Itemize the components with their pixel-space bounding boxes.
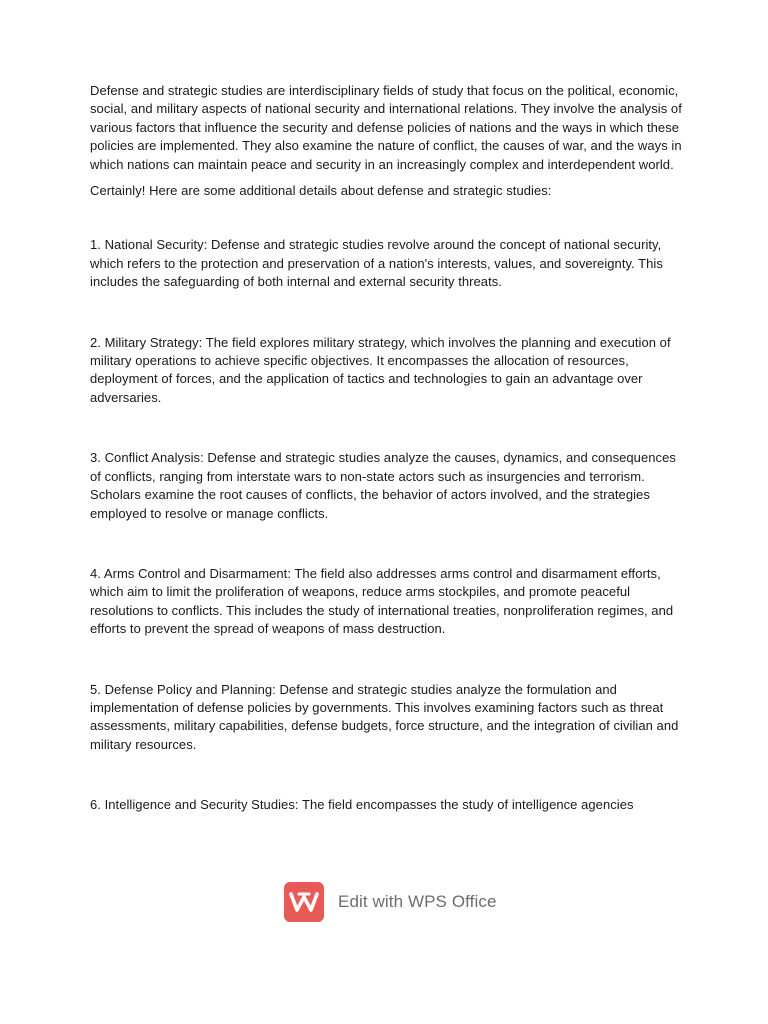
paragraph-national-security: 1. National Security: Defense and strategic studies revolve around the concept of national security, which refers to the protection and preservation of a nation's interests, values, and sovereignty. This includes the safeguarding of both internal and external security threats.: [90, 237, 663, 290]
edit-with-wps-label: Edit with WPS Office: [338, 892, 497, 911]
paragraph-defense-policy: 5. Defense Policy and Planning: Defense and strategic studies analyze the formulation and implementation of defense policies by governments. This involves examining factors such as threat assessments, military capabilities, defense budgets, force structure, and the integration of civilian and military resources.: [90, 681, 679, 752]
paragraph-military-strategy: 2. Military Strategy: The field explores military strategy, which involves the planning and execution of military operations to achieve specific objectives. It encompasses the allocation of resources, deployment of forces, and the application of tactics and technologies to gain an advantage over adversaries.: [90, 334, 671, 405]
paragraph-intelligence-studies: 6. Intelligence and Security Studies: The field encompasses the study of intelligence agencies: [90, 797, 634, 813]
document-body: [90, 82, 690, 815]
paragraph-intro: Defense and strategic studies are interdisciplinary fields of study that focus on the political, economic, social, and military aspects of national security and international relations. They involve the analysis of various factors that influence the security and defense policies of nations and the ways in which these policies are implemented. They also examine the nature of conflict, the causes of war, and the ways in which nations can maintain peace and security in an increasingly complex and interdependent world.: [90, 83, 682, 172]
paragraph-lead-in: Certainly! Here are some additional details about defense and strategic studies:: [90, 183, 552, 199]
paragraph-arms-control: 4. Arms Control and Disarmament: The field also addresses arms control and disarmament efforts, which aim to limit the proliferation of weapons, reduce arms stockpiles, and promote peaceful resolutions to conflicts. This includes the study of international treaties, nonproliferation regimes, and efforts to prevent the spread of weapons of mass destruction.: [90, 565, 674, 637]
wps-office-logo-icon: [284, 882, 324, 922]
paragraph-conflict-analysis: 3. Conflict Analysis: Defense and strategic studies analyze the causes, dynamics, and consequences of conflicts, ranging from interstate wars to non-state actors such as insurgencies and terrorism. Scholars examine the root causes of conflicts, the behavior of actors involved, and the strategies employed to resolve or manage conflicts.: [90, 450, 676, 521]
edit-with-wps-banner[interactable]: [284, 882, 497, 922]
